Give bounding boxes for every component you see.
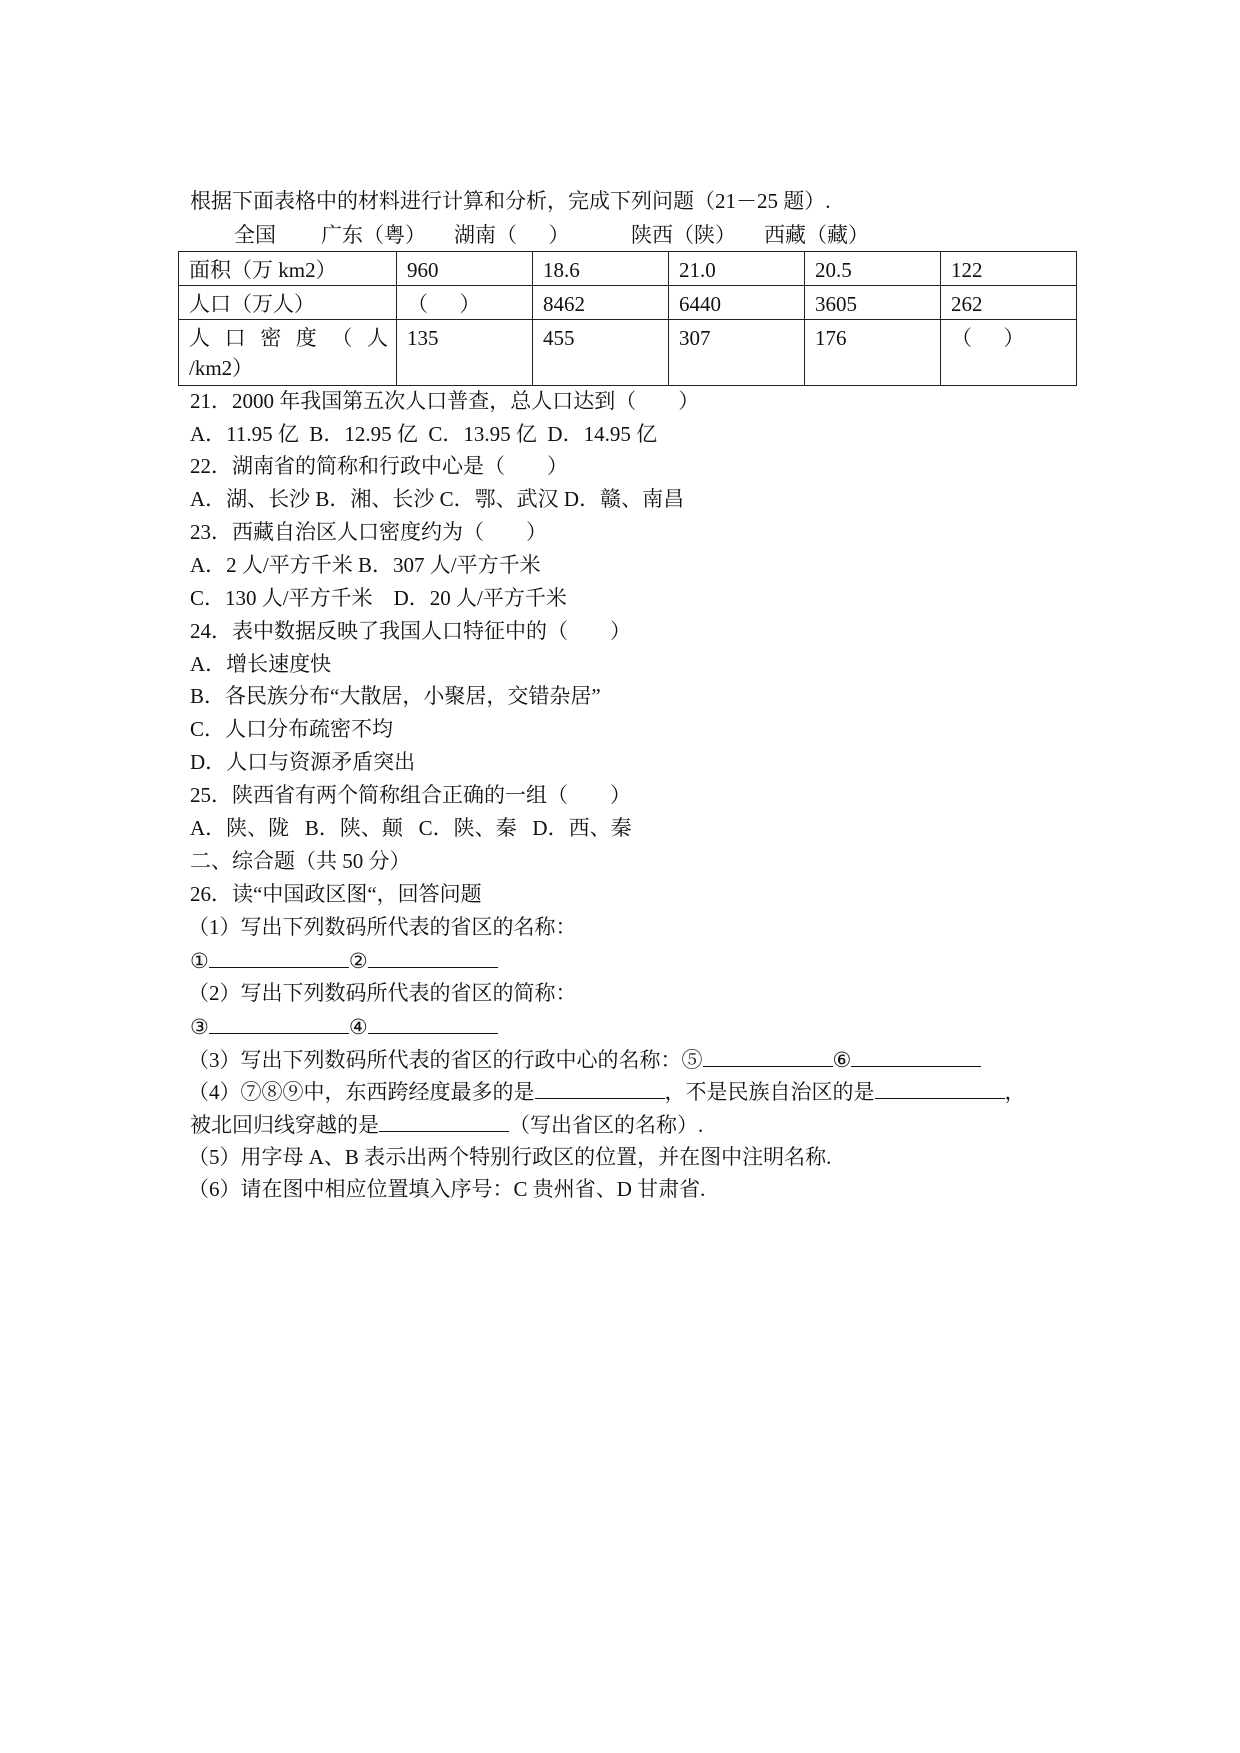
part-4-text: ， [1004,1080,1026,1104]
table-cell: 18.6 [533,252,669,286]
column-header-hunan: 湖南（ ） [454,223,570,247]
part-3-text: （3）写出下列数码所代表的省区的行政中心的名称：⑤ [188,1048,703,1072]
question-21: 21．2000 年我国第五次人口普查，总人口达到（ ） [190,389,700,413]
q26-part-4-cont [190,1111,703,1138]
question-22-options: A．湖、长沙 B．湘、长沙 C．鄂、武汉 D．赣、南昌 [190,487,685,511]
marker-1: ① [190,949,209,973]
answer-blank[interactable] [379,1111,509,1132]
table-cell: 455 [533,320,669,386]
row-label: 人 口 密 度 （ 人 /km2） [179,320,397,386]
question-22: 22．湖南省的简称和行政中心是（ ） [190,454,568,478]
row-label: 人口（万人） [179,286,397,320]
table-cell: 3605 [805,286,941,320]
question-23-options-1: A．2 人/平方千米 B．307 人/平方千米 [190,553,541,577]
question-24-option-d: D．人口与资源矛盾突出 [190,750,416,774]
row-label: 面积（万 km2） [179,252,397,286]
part-4-text: ，不是民族自治区的是 [664,1080,875,1104]
q26-part-2: （2）写出下列数码所代表的省区的简称： [188,981,577,1005]
question-24-option-b: B．各民族分布“大散居，小聚居，交错杂居” [190,684,601,708]
table-cell: 135 [397,320,533,386]
table-cell: 262 [941,286,1077,320]
q26-part-3 [188,1046,981,1073]
question-23-options-2: C．130 人/平方千米 D．20 人/平方千米 [190,586,567,610]
section-2-title: 二、综合题（共 50 分） [190,849,411,873]
question-25: 25．陕西省有两个简称组合正确的一组（ ） [190,783,631,807]
column-header-national: 全国 [234,223,276,247]
question-24: 24．表中数据反映了我国人口特征中的（ ） [190,619,631,643]
table-row-population [179,286,1077,320]
marker-6: ⑥ [832,1048,852,1072]
q26-part-1: （1）写出下列数码所代表的省区的名称： [188,915,577,939]
table-row-density [179,320,1077,386]
q26-part-4 [188,1078,1026,1105]
question-26: 26．读“中国政区图“，回答问题 [190,882,482,906]
q26-part-2-blanks [190,1013,498,1040]
answer-blank[interactable] [368,947,498,968]
part-4-text: （4）⑦⑧⑨中，东西跨经度最多的是 [188,1080,535,1104]
table-cell: 6440 [669,286,805,320]
answer-blank[interactable] [535,1078,665,1099]
q26-part-1-blanks [190,947,498,974]
question-25-options: A．陕、陇 B．陕、颠 C．陕、秦 D．西、秦 [190,816,632,840]
intro-text: 根据下面表格中的材料进行计算和分析，完成下列问题（21－25 题）. [190,189,831,213]
table-cell: 960 [397,252,533,286]
answer-blank[interactable] [851,1046,981,1067]
column-header-shaanxi: 陕西（陕） [631,223,736,247]
question-21-options: A．11.95 亿 B．12.95 亿 C．13.95 亿 D．14.95 亿 [190,422,658,446]
q26-part-5: （5）用字母 A、B 表示出两个特别行政区的位置，并在图中注明名称. [188,1145,832,1169]
column-header-guangdong: 广东（粤） [321,223,426,247]
part-4-text: （写出省区的名称）. [509,1113,704,1137]
marker-3: ③ [190,1015,209,1039]
table-cell: 176 [805,320,941,386]
table-cell: 20.5 [805,252,941,286]
data-table [178,251,1077,386]
answer-blank[interactable] [703,1046,833,1067]
part-4-text: 被北回归线穿越的是 [190,1113,379,1137]
table-cell: （ ） [941,320,1077,386]
table-cell: 307 [669,320,805,386]
column-header-tibet: 西藏（藏） [764,223,869,247]
marker-4: ④ [348,1015,368,1039]
table-cell: 21.0 [669,252,805,286]
answer-blank[interactable] [209,947,349,968]
table-row-area [179,252,1077,286]
table-cell: 122 [941,252,1077,286]
answer-blank[interactable] [209,1013,349,1034]
answer-blank[interactable] [368,1013,498,1034]
question-23: 23．西藏自治区人口密度约为（ ） [190,520,547,544]
table-cell: （ ） [397,286,533,320]
question-24-option-c: C．人口分布疏密不均 [190,717,394,741]
q26-part-6: （6）请在图中相应位置填入序号：C 贵州省、D 甘肃省. [188,1177,706,1201]
table-cell: 8462 [533,286,669,320]
answer-blank[interactable] [875,1078,1005,1099]
question-24-option-a: A．增长速度快 [190,652,332,676]
marker-2: ② [348,949,368,973]
